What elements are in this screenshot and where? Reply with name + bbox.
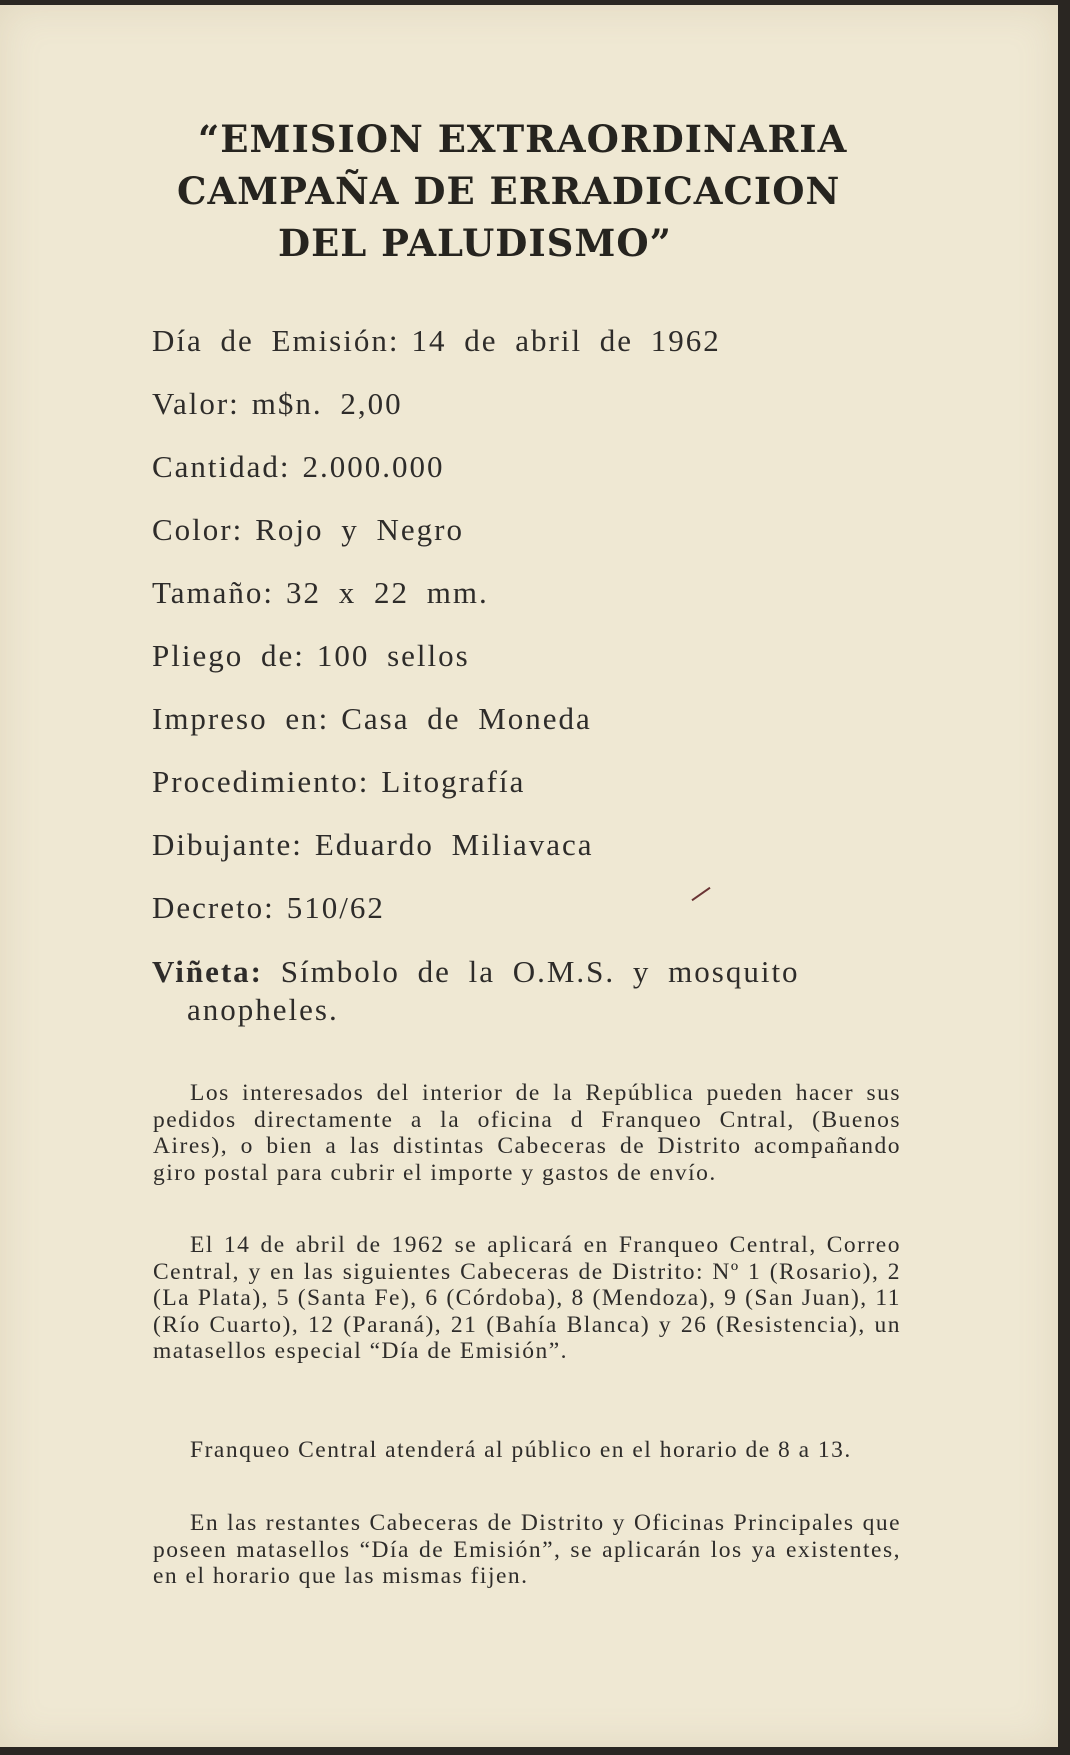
paragraph-pedidos: Los interesados del interior de la República pueden hacer sus pedidos directamente a la oficina d Franqueo Cntral, (Buenos Aires), o bien a las distintas Cabeceras de Distrito acompañando giro postal para cubrir el importe y gastos de envío. [153,1080,901,1186]
field-label: Dibujante: [152,827,303,862]
field-impreso [152,701,932,764]
paragraph-restantes: En las restantes Cabeceras de Distrito y Oficinas Principales que poseen matasellos “Día de Emisión”, se aplicarán los ya existentes, en el horario que las mismas fijen. [153,1510,901,1589]
vineta-value-line-1: Símbolo de la O.M.S. y mosquito [280,954,800,989]
field-label: Cantidad: [152,449,291,484]
vineta-label: Viñeta: [152,954,263,989]
field-value: Rojo y Negro [255,512,464,547]
field-vineta [152,953,932,1029]
field-label: Decreto: [152,890,275,925]
paragraph-horario: Franqueo Central atenderá al público en el horario de 8 a 13. [190,1437,852,1463]
field-value: m$n. 2,00 [251,386,403,421]
field-dibujante [152,827,932,890]
field-tamano [152,575,932,638]
field-label: Tamaño: [152,575,275,610]
field-value: Eduardo Miliavaca [314,827,594,862]
field-dia-emision [152,323,932,386]
field-cantidad [152,449,932,512]
field-label: Color: [152,512,244,547]
field-label: Pliego de: [152,638,305,673]
vineta-value-line-2: anopheles. [187,992,339,1027]
field-label: Valor: [152,386,240,421]
field-label: Día de Emisión: [152,323,400,358]
field-value: Casa de Moneda [341,701,592,736]
field-value: 14 de abril de 1962 [411,323,721,358]
field-decreto [152,890,932,953]
field-color [152,512,932,575]
field-procedimiento [152,764,932,827]
document-sheet [0,5,1058,1747]
field-value: 100 sellos [316,638,470,673]
title-line-2: CAMPAÑA DE ERRADICACION [177,169,841,213]
field-value: 2.000.000 [302,449,445,484]
field-value: 32 x 22 mm. [286,575,489,610]
title-line-1: “EMISION EXTRAORDINARIA [198,117,848,161]
document-title [150,113,910,269]
field-label: Procedimiento: [152,764,370,799]
paragraph-matasellos: El 14 de abril de 1962 se aplicará en Franqueo Central, Correo Central, y en las siguientes Cabeceras de Distrito: Nº 1 (Rosario), 2 (La Plata), 5 (Santa Fe), 6 (Córdoba), 8 (Mendoza), 9 (San Juan), 11 (Río Cuarto), 12 (Paraná), 21 (Bahía Blanca) y 26 (Resistencia), un matasellos especial “Día de Emisión”. [153,1232,901,1364]
field-label: Impreso en: [152,701,330,736]
field-value: Litografía [381,764,526,799]
stamp-details [152,323,932,1029]
field-pliego [152,638,932,701]
title-line-3: DEL PALUDISMO” [278,221,672,265]
field-value: 510/62 [286,890,385,925]
field-valor [152,386,932,449]
